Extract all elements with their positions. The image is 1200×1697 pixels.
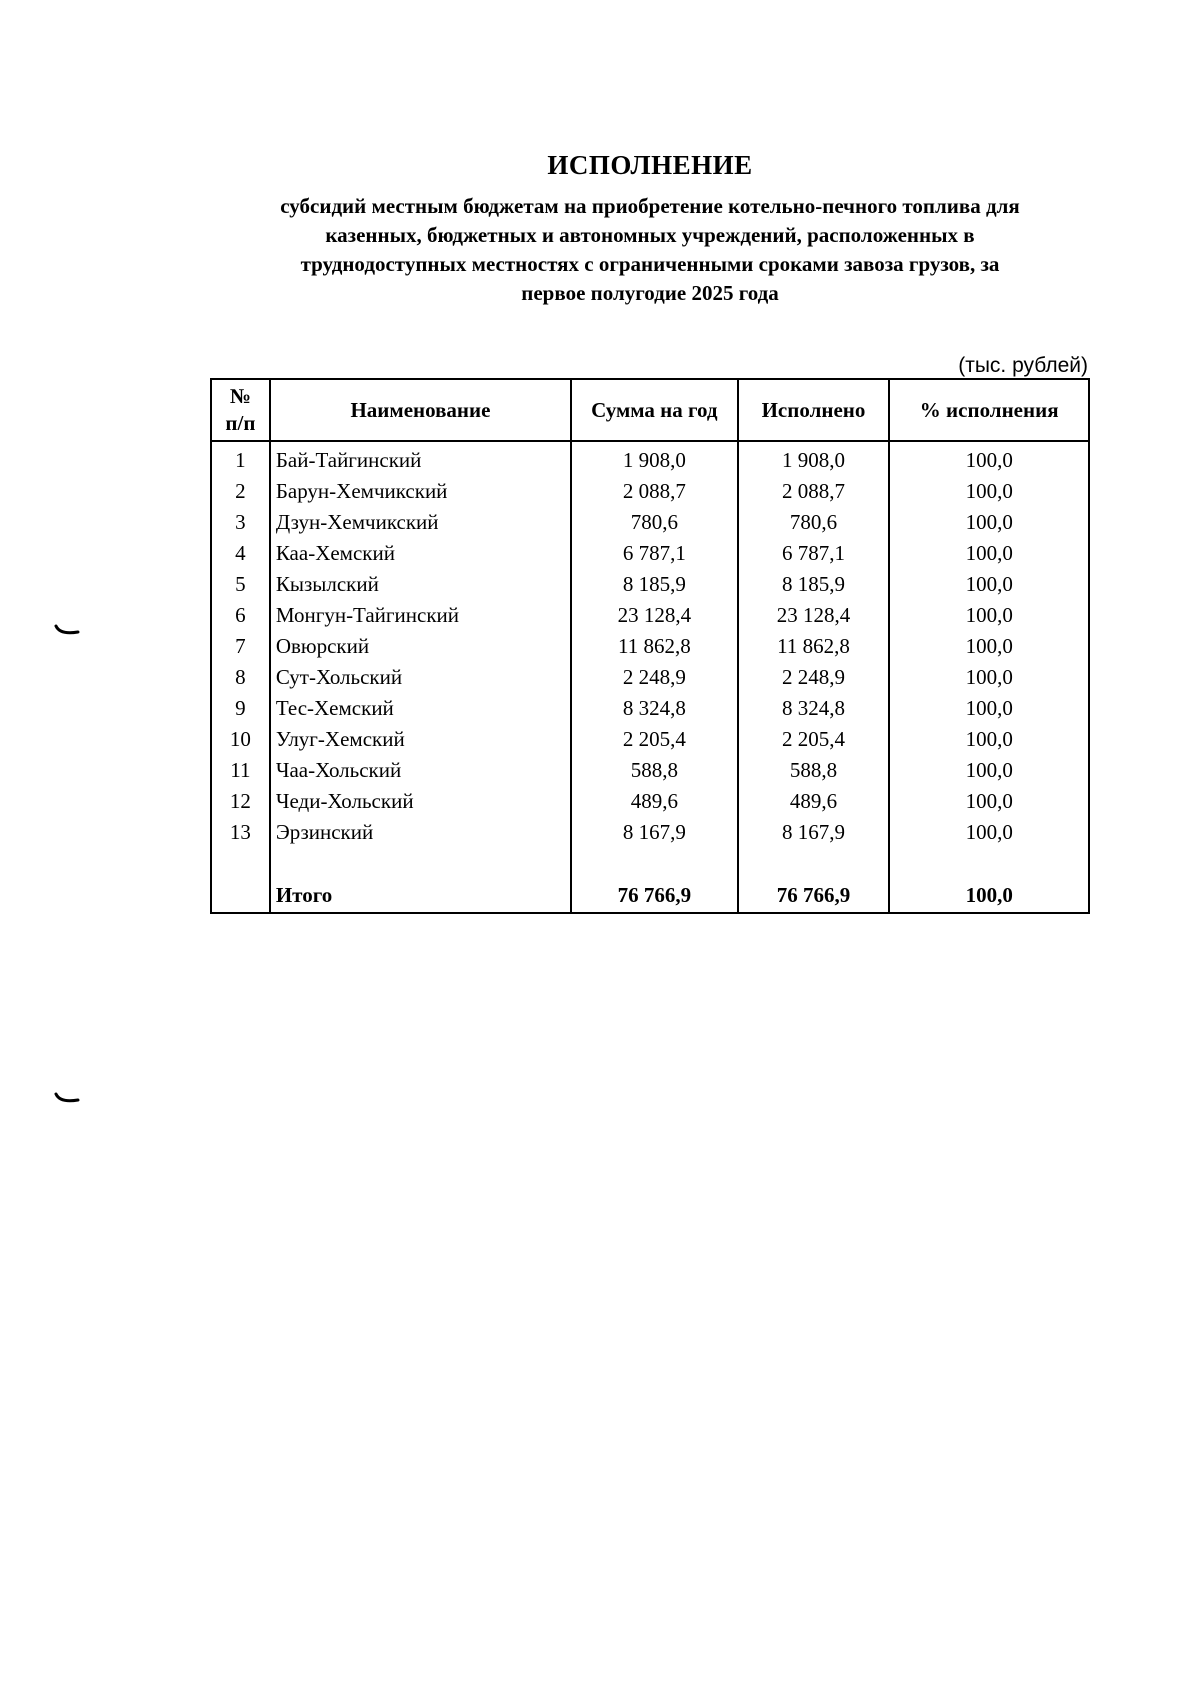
spacer-cell (211, 848, 270, 878)
row-executed: 2 205,4 (738, 724, 890, 755)
row-num: 9 (211, 693, 270, 724)
header-num-line1: № (229, 384, 251, 408)
row-num: 3 (211, 507, 270, 538)
row-sum-year: 780,6 (571, 507, 738, 538)
header-executed: Исполнено (738, 379, 890, 441)
total-num-cell (211, 878, 270, 913)
row-executed: 489,6 (738, 786, 890, 817)
row-sum-year: 8 185,9 (571, 569, 738, 600)
subtitle-line: первое полугодие 2025 года (521, 281, 779, 305)
table-row (211, 538, 1089, 569)
table-row (211, 662, 1089, 693)
row-num: 5 (211, 569, 270, 600)
table-row (211, 631, 1089, 662)
row-percent: 100,0 (889, 724, 1089, 755)
row-name: Улуг-Хемский (270, 724, 571, 755)
header-name: Наименование (270, 379, 571, 441)
table-total-row (211, 878, 1089, 913)
table-row (211, 569, 1089, 600)
row-percent: 100,0 (889, 600, 1089, 631)
row-num: 13 (211, 817, 270, 848)
row-executed: 780,6 (738, 507, 890, 538)
row-percent: 100,0 (889, 755, 1089, 786)
row-num: 8 (211, 662, 270, 693)
table-row (211, 817, 1089, 848)
row-name: Эрзинский (270, 817, 571, 848)
header-sum-year: Сумма на год (571, 379, 738, 441)
row-percent: 100,0 (889, 569, 1089, 600)
spacer-cell (571, 848, 738, 878)
table-row (211, 476, 1089, 507)
row-num: 7 (211, 631, 270, 662)
row-executed: 11 862,8 (738, 631, 890, 662)
row-sum-year: 2 248,9 (571, 662, 738, 693)
row-sum-year: 8 324,8 (571, 693, 738, 724)
row-executed: 8 324,8 (738, 693, 890, 724)
execution-table (210, 378, 1090, 914)
row-percent: 100,0 (889, 507, 1089, 538)
table-row (211, 755, 1089, 786)
row-num: 10 (211, 724, 270, 755)
row-num: 11 (211, 755, 270, 786)
row-sum-year: 588,8 (571, 755, 738, 786)
row-name: Кызылский (270, 569, 571, 600)
document-subtitle (205, 192, 1095, 308)
row-name: Каа-Хемский (270, 538, 571, 569)
row-executed: 2 248,9 (738, 662, 890, 693)
row-sum-year: 1 908,0 (571, 441, 738, 476)
row-name: Овюрский (270, 631, 571, 662)
row-percent: 100,0 (889, 817, 1089, 848)
row-percent: 100,0 (889, 662, 1089, 693)
scan-hole-mark (54, 1092, 80, 1106)
total-executed: 76 766,9 (738, 878, 890, 913)
table-spacer-row (211, 848, 1089, 878)
row-sum-year: 2 088,7 (571, 476, 738, 507)
row-percent: 100,0 (889, 693, 1089, 724)
row-percent: 100,0 (889, 538, 1089, 569)
row-executed: 588,8 (738, 755, 890, 786)
table-row (211, 600, 1089, 631)
spacer-cell (738, 848, 890, 878)
units-note: (тыс. рублей) (958, 354, 1088, 377)
table-header-row (211, 379, 1089, 441)
header-num (211, 379, 270, 441)
table-row (211, 507, 1089, 538)
subtitle-line: субсидий местным бюджетам на приобретение котельно-печного топлива для (280, 194, 1020, 218)
scan-hole-mark (54, 624, 80, 638)
row-sum-year: 23 128,4 (571, 600, 738, 631)
table-row (211, 786, 1089, 817)
total-percent: 100,0 (889, 878, 1089, 913)
row-percent: 100,0 (889, 476, 1089, 507)
subtitle-line: труднодоступных местностях с ограниченными сроками завоза грузов, за (300, 252, 1000, 276)
row-sum-year: 489,6 (571, 786, 738, 817)
row-name: Чаа-Хольский (270, 755, 571, 786)
total-label: Итого (270, 878, 571, 913)
row-name: Дзун-Хемчикский (270, 507, 571, 538)
total-sum-year: 76 766,9 (571, 878, 738, 913)
row-name: Тес-Хемский (270, 693, 571, 724)
row-executed: 1 908,0 (738, 441, 890, 476)
document-title: ИСПОЛНЕНИЕ (547, 150, 753, 180)
row-name: Чеди-Хольский (270, 786, 571, 817)
row-executed: 8 167,9 (738, 817, 890, 848)
row-executed: 8 185,9 (738, 569, 890, 600)
row-percent: 100,0 (889, 786, 1089, 817)
table-row (211, 724, 1089, 755)
row-name: Монгун-Тайгинский (270, 600, 571, 631)
spacer-cell (889, 848, 1089, 878)
table-row (211, 441, 1089, 476)
row-executed: 23 128,4 (738, 600, 890, 631)
row-sum-year: 8 167,9 (571, 817, 738, 848)
row-sum-year: 2 205,4 (571, 724, 738, 755)
row-num: 2 (211, 476, 270, 507)
spacer-cell (270, 848, 571, 878)
header-percent: % исполнения (889, 379, 1089, 441)
row-name: Сут-Хольский (270, 662, 571, 693)
row-executed: 6 787,1 (738, 538, 890, 569)
row-name: Бай-Тайгинский (270, 441, 571, 476)
subtitle-line: казенных, бюджетных и автономных учреждений, расположенных в (325, 223, 975, 247)
row-num: 12 (211, 786, 270, 817)
row-sum-year: 11 862,8 (571, 631, 738, 662)
row-num: 4 (211, 538, 270, 569)
header-num-line2: п/п (225, 411, 256, 435)
row-num: 6 (211, 600, 270, 631)
row-percent: 100,0 (889, 631, 1089, 662)
table-row (211, 693, 1089, 724)
row-executed: 2 088,7 (738, 476, 890, 507)
row-sum-year: 6 787,1 (571, 538, 738, 569)
row-num: 1 (211, 441, 270, 476)
row-percent: 100,0 (889, 441, 1089, 476)
row-name: Барун-Хемчикский (270, 476, 571, 507)
